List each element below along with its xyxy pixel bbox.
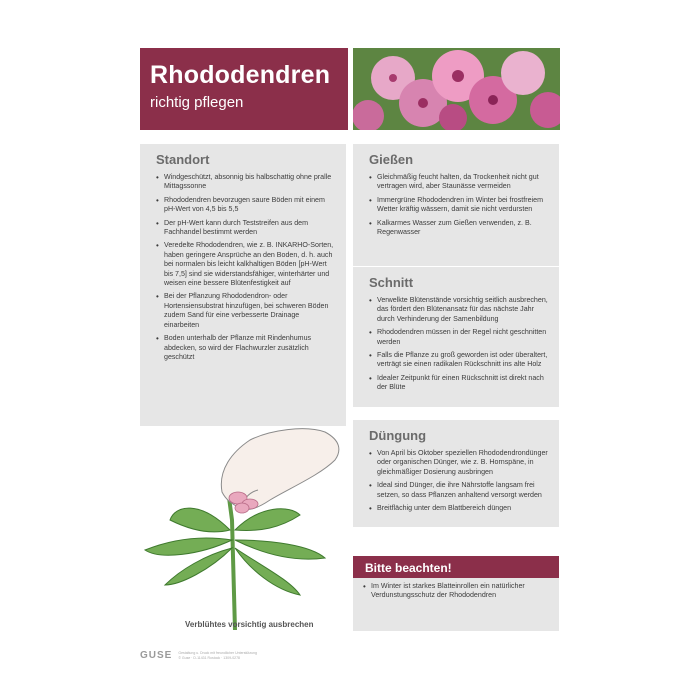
poster xyxy=(140,48,560,660)
list-item: • Boden unterhalb der Pflanze mit Rindenhumus abdecken, so wird der Flachwurzler zusätzlich geschützt xyxy=(156,334,336,362)
plant-illustration xyxy=(140,380,346,630)
footer-imprint xyxy=(178,651,268,660)
beachten-heading: Bitte beachten! xyxy=(353,556,559,578)
list-item: • Im Winter ist starkes Blatteinrollen ein natürlicher Verdunstungsschutz der Rhododendren xyxy=(363,582,549,601)
dungung-list xyxy=(369,449,549,513)
schnitt-heading: Schnitt xyxy=(369,275,414,290)
giessen-card xyxy=(353,144,559,266)
dungung-card xyxy=(353,420,559,527)
list-item: • Falls die Pflanze zu groß geworden ist oder überaltert, verträgt sie einen radikalen Rückschnitt ins alte Holz xyxy=(369,351,549,370)
list-item: • Rhododendren bevorzugen saure Böden mit einem pH-Wert von 4,5 bis 5,5 xyxy=(156,196,336,215)
page-title: Rhododendren xyxy=(150,61,331,89)
standort-list xyxy=(156,173,336,362)
list-item: • Rhododendren müssen in der Regel nicht geschnitten werden xyxy=(369,328,549,347)
schnitt-card xyxy=(353,267,559,407)
beachten-card xyxy=(353,556,559,631)
page-subtitle: richtig pflegen xyxy=(150,94,244,111)
list-item: • Der pH-Wert kann durch Teststreifen aus dem Fachhandel bestimmt werden xyxy=(156,219,336,238)
list-item: • Breitflächig unter dem Blattbereich düngen xyxy=(369,504,549,513)
list-item: • Von April bis Oktober speziellen Rhododendrondünger oder organischen Dünger, wie z. B. Hornspäne, in gleichmäßiger Dosierung ausbringen xyxy=(369,449,549,477)
list-item: • Gleichmäßig feucht halten, da Trockenheit nicht gut vertragen wird, aber Staunässe vermeiden xyxy=(369,173,549,192)
list-item: • Immergrüne Rhododendren im Winter bei frostfreiem Wetter kräftig wässern, damit sie nicht verdursten xyxy=(369,196,549,215)
footer xyxy=(140,650,268,661)
schnitt-list xyxy=(369,296,549,393)
standort-heading: Standort xyxy=(156,152,210,167)
guse-logo: GUSE xyxy=(140,650,173,661)
beachten-list xyxy=(353,578,559,601)
rhododendron-photo xyxy=(353,48,560,130)
footer-line-2: © Guse · D-11431 Rostock · 1309-0278 xyxy=(178,655,241,660)
dungung-heading: Düngung xyxy=(369,428,427,443)
giessen-list xyxy=(369,173,549,237)
footer-line-1: Gestaltung u. Druck mit freundlicher Unterstützung xyxy=(178,651,257,655)
list-item: • Verwelkte Blütenstände vorsichtig seitlich ausbrechen, das fördert den Blütenansatz für das nächste Jahr durch Verhinderung der Samenbildung xyxy=(369,296,549,324)
title-box xyxy=(140,48,348,130)
list-item: • Kalkarmes Wasser zum Gießen verwenden, z. B. Regenwasser xyxy=(369,219,549,238)
list-item: • Bei der Pflanzung Rhododendron- oder Hortensiensubstrat hinzufügen, bei schweren Böden zudem Sand für eine verbesserte Drainage einarbeiten xyxy=(156,292,336,330)
list-item: • Veredelte Rhododendren, wie z. B. INKARHO-Sorten, haben geringere Ansprüche an den Boden, d. h. auch bei normalen bis leicht kalkhaltigen Böden [pH-Wert bis 7,5] sind sie widerstandsfähiger, winterhärter und weisen eine bessere Blütenfestigkeit auf xyxy=(156,241,336,288)
giessen-heading: Gießen xyxy=(369,152,414,167)
illustration-caption: Verblühtes vorsichtig ausbrechen xyxy=(185,620,314,629)
list-item: • Idealer Zeitpunkt für einen Rückschnitt ist direkt nach der Blüte xyxy=(369,374,549,393)
list-item: • Windgeschützt, absonnig bis halbschattig ohne pralle Mittagssonne xyxy=(156,173,336,192)
list-item: • Ideal sind Dünger, die ihre Nährstoffe langsam frei setzen, so dass Pflanzen anhaltend versorgt werden xyxy=(369,481,549,500)
